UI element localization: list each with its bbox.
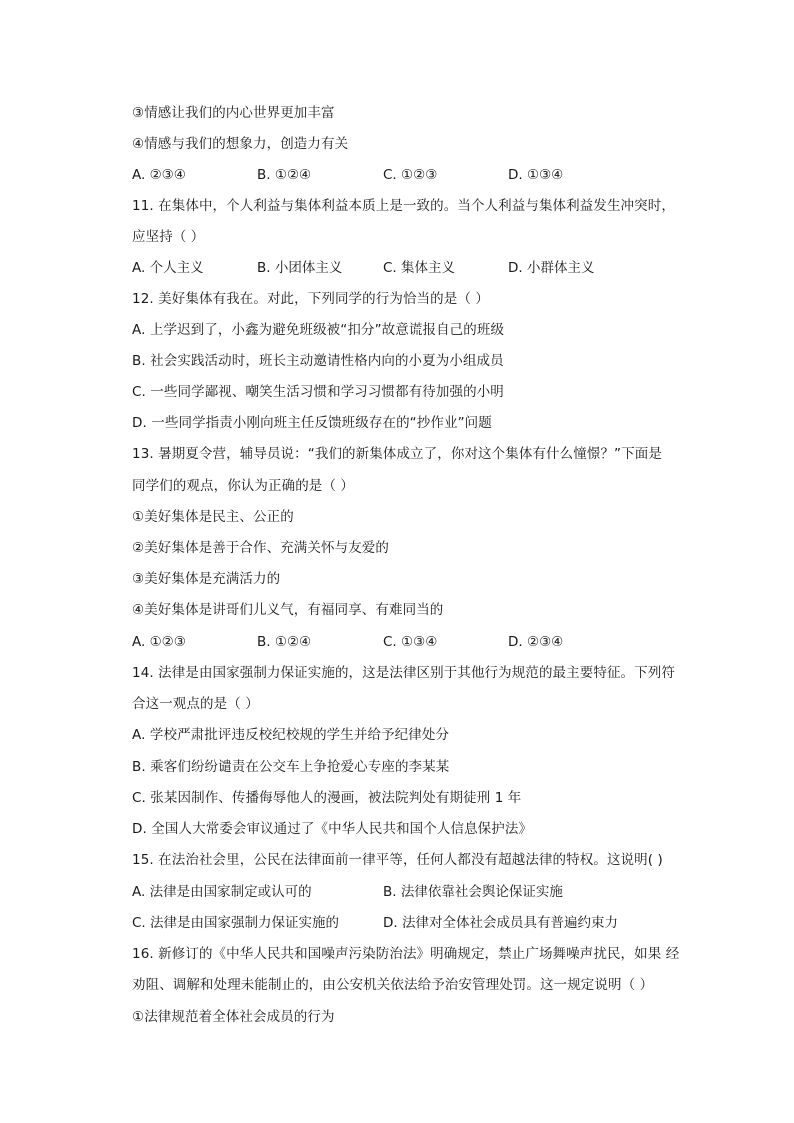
q11-option-b: B. 小团体主义 — [257, 260, 343, 276]
q10-option-c: C. ①②③ — [383, 167, 438, 183]
q13-stem: 13. 暑期夏令营，辅导员说：“我们的新集体成立了，你对这个集体有什么憧憬？”下面是 — [132, 446, 662, 462]
q15-option-b: B. 法律依靠社会舆论保证实施 — [383, 884, 563, 900]
q11-option-d: D. 小群体主义 — [508, 260, 595, 276]
q12-option-c: C. 一些同学鄙视、嘲笑生活习惯和学习习惯都有待加强的小明 — [132, 384, 504, 400]
q13-stem-cont: 同学们的观点，你认为正确的是（ ） — [132, 478, 354, 494]
q10-statement-3: ③情感让我们的内心世界更加丰富 — [132, 105, 335, 121]
q13-option-d: D. ②③④ — [508, 634, 564, 650]
q10-statement-4: ④情感与我们的想象力，创造力有关 — [132, 136, 349, 152]
q13-statement-3: ③美好集体是充满活力的 — [132, 571, 281, 587]
q13-statement-2: ②美好集体是善于合作、充满关怀与友爱的 — [132, 540, 390, 556]
q14-stem: 14. 法律是由国家强制力保证实施的，这是法律区别于其他行为规范的最主要特征。下列符 — [132, 665, 675, 681]
q13-option-c: C. ①③④ — [383, 634, 438, 650]
q15-option-a: A. 法律是由国家制定或认可的 — [132, 884, 312, 900]
q11-stem-cont: 应坚持（ ） — [132, 229, 205, 245]
q16-stem: 16. 新修订的《中华人民共和国噪声污染防治法》明确规定，禁止广场舞噪声扰民，如果 经 — [132, 946, 680, 962]
q10-option-d: D. ①③④ — [508, 167, 564, 183]
q16-stem-cont: 劝阻、调解和处理未能制止的，由公安机关依法给予治安管理处罚。这一规定说明（ ） — [132, 977, 654, 993]
q15-option-c: C. 法律是由国家强制力保证实施的 — [132, 915, 340, 931]
q12-option-a: A. 上学迟到了，小鑫为避免班级被“扣分”故意谎报自己的班级 — [132, 322, 505, 338]
q14-option-d: D. 全国人大常委会审议通过了《中华人民共和国个人信息保护法》 — [132, 821, 533, 837]
q14-option-a: A. 学校严肃批评违反校纪校规的学生并给予纪律处分 — [132, 727, 450, 743]
q13-statement-1: ①美好集体是民主、公正的 — [132, 509, 294, 525]
q16-statement-1: ①法律规范着全体社会成员的行为 — [132, 1009, 335, 1025]
q12-stem: 12. 美好集体有我在。对此，下列同学的行为恰当的是（ ） — [132, 291, 489, 307]
q13-option-a: A. ①②③ — [132, 634, 186, 650]
q14-option-b: B. 乘客们纷纷谴责在公交车上争抢爱心专座的李某某 — [132, 759, 450, 775]
q10-option-b: B. ①②④ — [257, 167, 312, 183]
q15-stem: 15. 在法治社会里，公民在法律面前一律平等，任何人都没有超越法律的特权。这说明( ) — [132, 852, 663, 868]
q11-stem: 11. 在集体中，个人利益与集体利益本质上是一致的。当个人利益与集体利益发生冲突时， — [132, 198, 675, 214]
q12-option-b: B. 社会实践活动时，班长主动邀请性格内向的小夏为小组成员 — [132, 353, 504, 369]
q12-option-d: D. 一些同学指责小刚向班主任反馈班级存在的“抄作业”问题 — [132, 415, 492, 431]
q11-option-a: A. 个人主义 — [132, 260, 204, 276]
q14-option-c: C. 张某因制作、传播侮辱他人的漫画，被法院判处有期徒刑 1 年 — [132, 790, 522, 806]
q14-stem-cont: 合这一观点的是（ ） — [132, 696, 259, 712]
q15-option-d: D. 法律对全体社会成员具有普遍约束力 — [383, 915, 618, 931]
q11-option-c: C. 集体主义 — [383, 260, 456, 276]
q10-option-a: A. ②③④ — [132, 167, 186, 183]
q13-option-b: B. ①②④ — [257, 634, 312, 650]
q13-statement-4: ④美好集体是讲哥们儿义气，有福同享、有难同当的 — [132, 602, 444, 618]
